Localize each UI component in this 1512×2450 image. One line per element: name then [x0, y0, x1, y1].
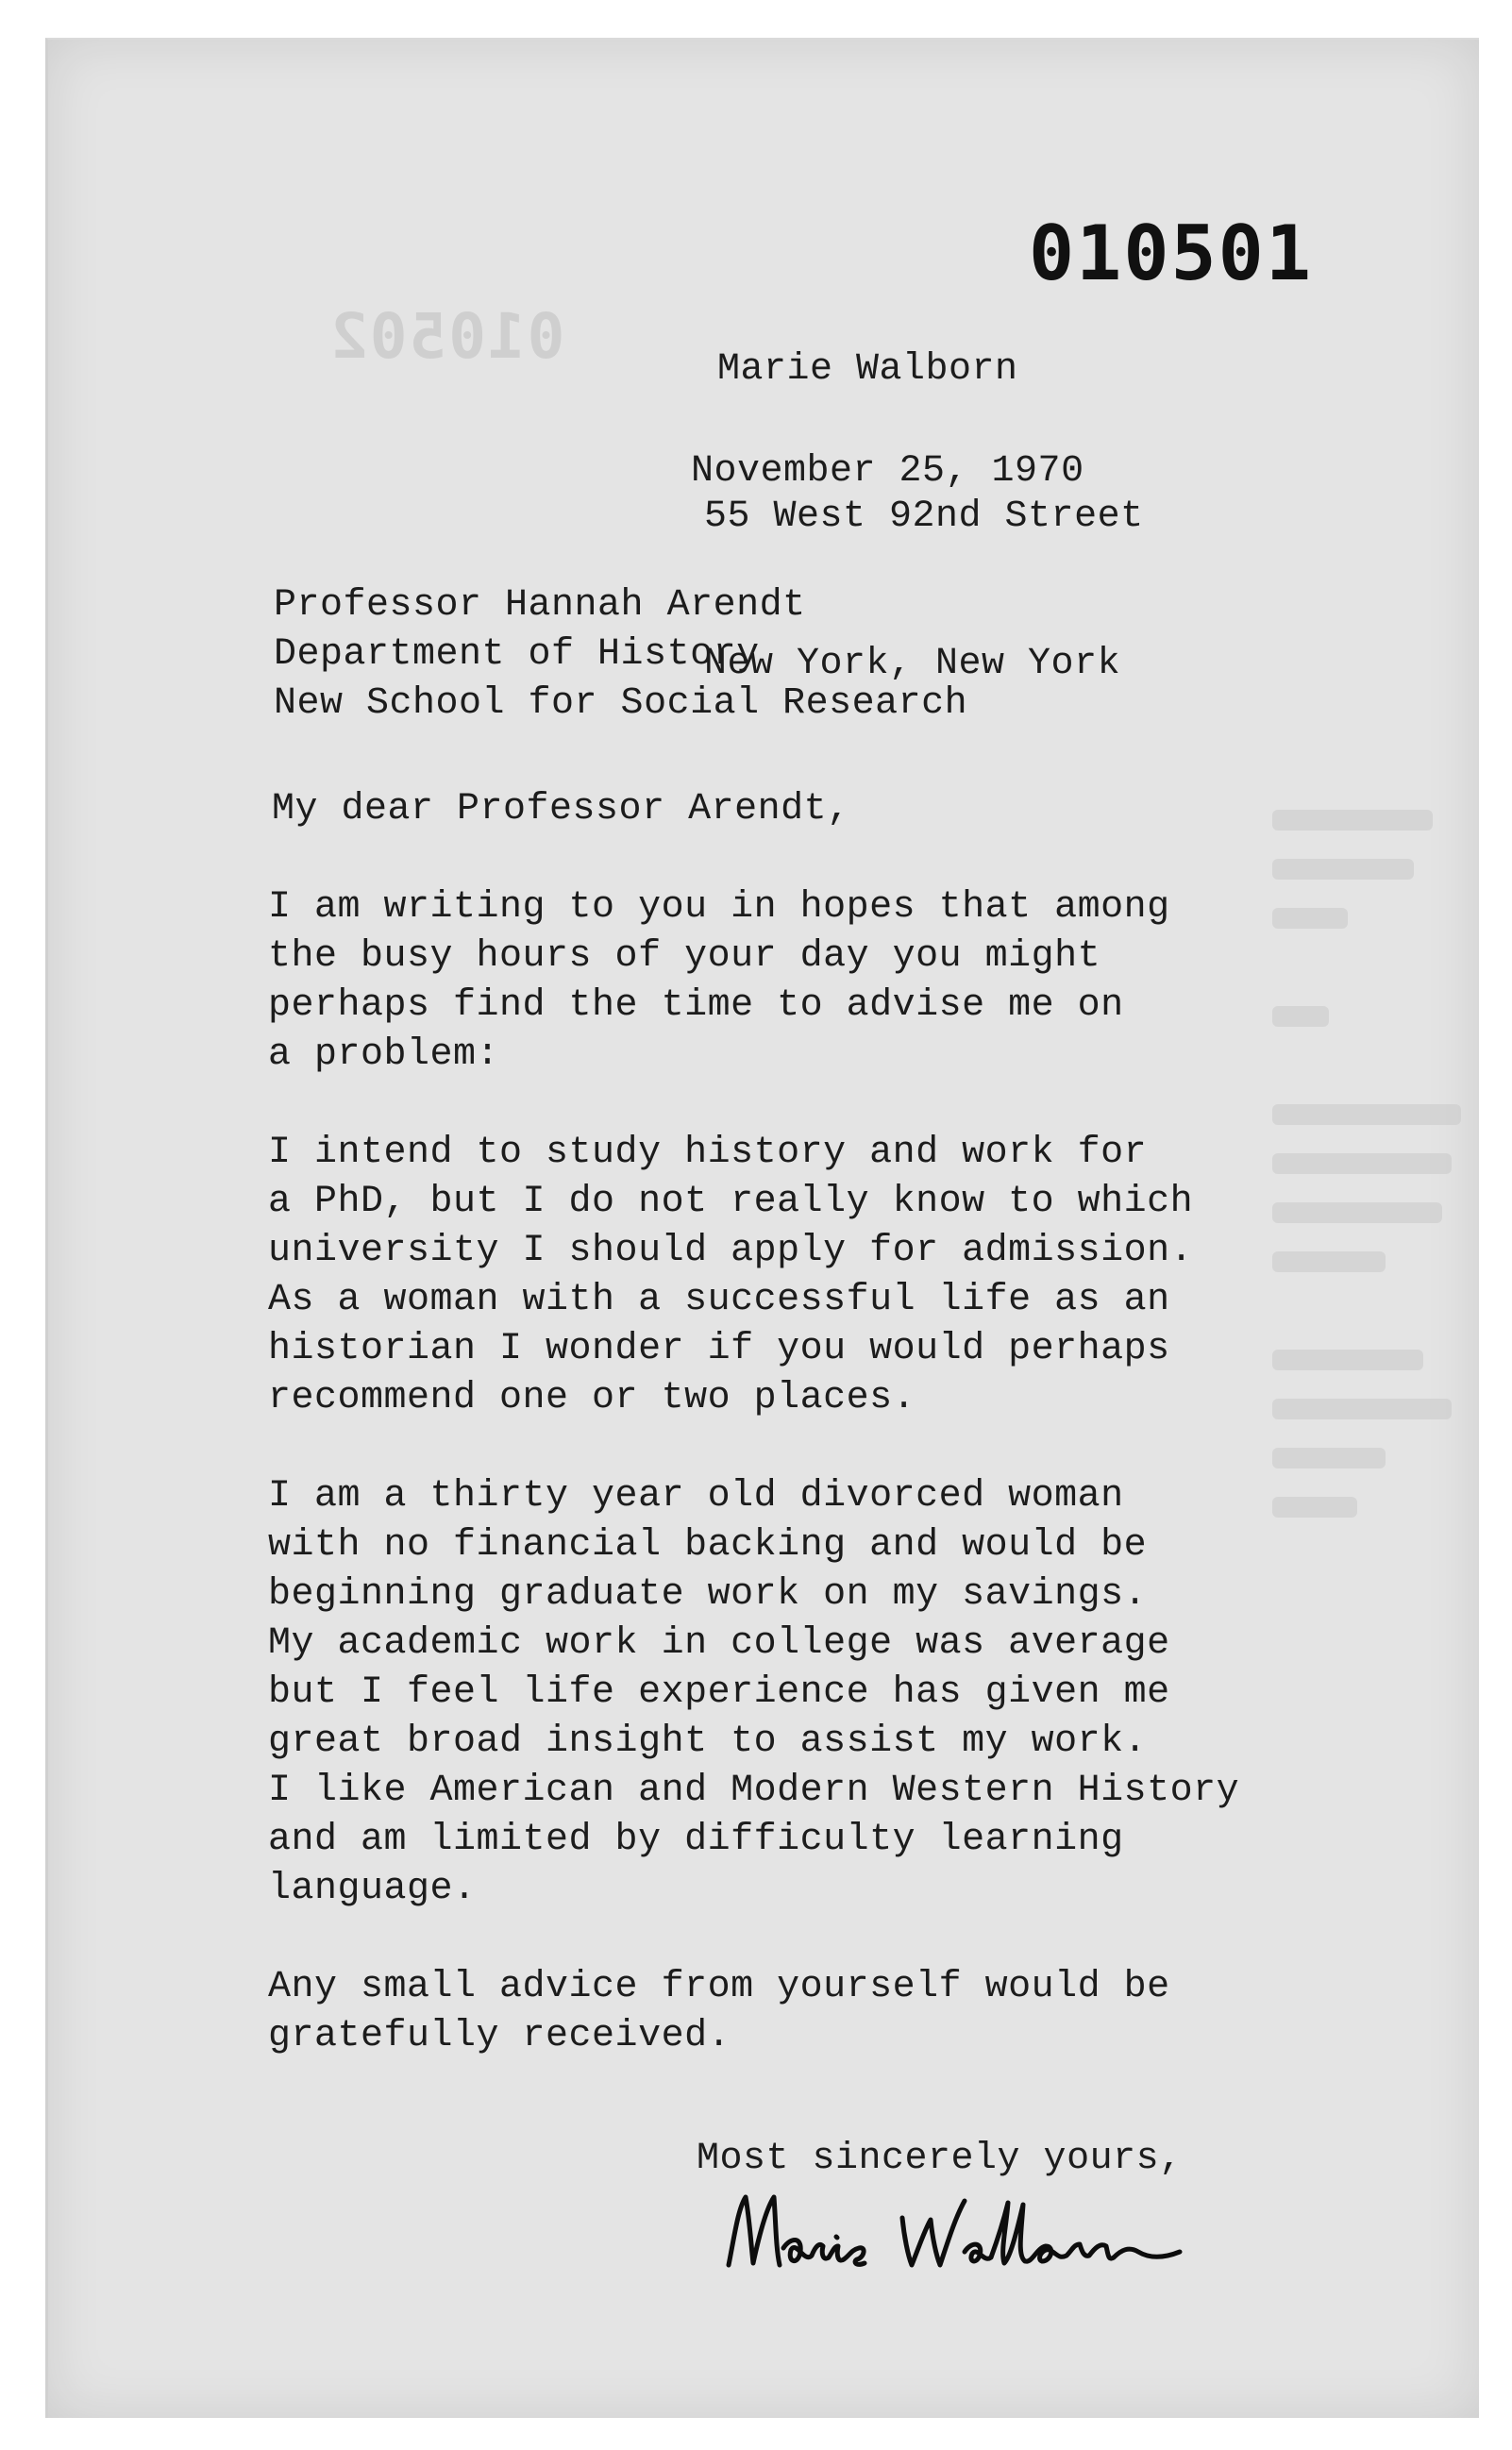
body-line: but I feel life experience has given me	[268, 1671, 1170, 1714]
bleed-through-text	[1272, 810, 1461, 2131]
body-line: I like American and Modern Western History	[268, 1770, 1240, 1812]
body-line: a problem:	[268, 1033, 500, 1076]
body-paragraph	[268, 1472, 1239, 1914]
body-line: As a woman with a successful life as an	[268, 1279, 1170, 1321]
body-paragraph	[268, 883, 1239, 1080]
body-line: historian I wonder if you would perhaps	[268, 1328, 1170, 1370]
salutation: My dear Professor Arendt,	[272, 788, 850, 831]
body-line: university I should apply for admission.	[268, 1230, 1194, 1272]
document-stamp-number: 010501	[1029, 210, 1313, 297]
body-paragraph	[268, 1129, 1239, 1423]
body-line: beginning graduate work on my savings.	[268, 1573, 1148, 1616]
handwritten-signature	[717, 2180, 1208, 2284]
sender-street: 55 West 92nd Street	[704, 495, 1144, 538]
letter-body	[268, 883, 1239, 2110]
body-line: great broad insight to assist my work.	[268, 1720, 1148, 1763]
body-line: My academic work in college was average	[268, 1622, 1170, 1665]
recipient-address	[274, 581, 967, 729]
body-line: recommend one or two places.	[268, 1377, 916, 1419]
bleed-through-number: 010502	[328, 300, 565, 373]
body-line: a PhD, but I do not really know to which	[268, 1181, 1194, 1223]
body-line: I am writing to you in hopes that among	[268, 886, 1170, 929]
body-line: gratefully received.	[268, 2015, 731, 2057]
closing: Most sincerely yours,	[697, 2138, 1183, 2180]
body-line: I am a thirty year old divorced woman	[268, 1475, 1124, 1518]
sender-name: Marie Walborn	[717, 348, 1018, 391]
body-line: language.	[268, 1868, 477, 1910]
body-line: perhaps find the time to advise me on	[268, 984, 1124, 1027]
sender-city: New York, New York	[704, 643, 1121, 685]
body-line: and am limited by difficulty learning	[268, 1819, 1124, 1861]
body-line: the busy hours of your day you might	[268, 935, 1101, 978]
body-line: Any small advice from yourself would be	[268, 1966, 1170, 2008]
body-line: with no financial backing and would be	[268, 1524, 1148, 1567]
body-paragraph	[268, 1963, 1239, 2061]
letter-date: November 25, 1970	[691, 450, 1084, 493]
recipient-line: New School for Social Research	[274, 682, 968, 725]
recipient-line: Professor Hannah Arendt	[274, 584, 806, 627]
body-line: I intend to study history and work for	[268, 1132, 1148, 1174]
recipient-line: Department of History	[274, 633, 760, 676]
